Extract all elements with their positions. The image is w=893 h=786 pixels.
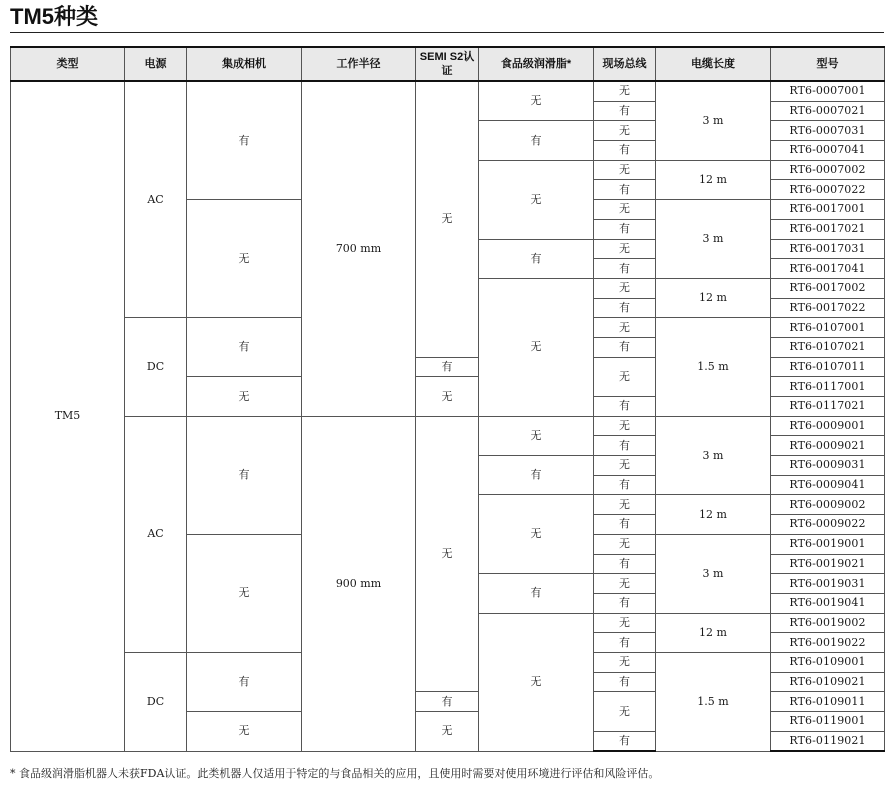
semi-cell: 有 bbox=[416, 357, 479, 377]
cable-cell: 12 m bbox=[656, 613, 771, 652]
fieldbus-cell: 有 bbox=[594, 219, 656, 239]
fieldbus-cell: 无 bbox=[594, 613, 656, 633]
reach-cell: 900 mm bbox=[302, 416, 416, 751]
header-type: 类型 bbox=[11, 47, 125, 81]
model-cell: RT6-0109001 bbox=[771, 652, 885, 672]
grease-cell: 有 bbox=[479, 456, 594, 495]
model-cell: RT6-0009022 bbox=[771, 515, 885, 535]
model-cell: RT6-0009002 bbox=[771, 495, 885, 515]
fieldbus-cell: 无 bbox=[594, 534, 656, 554]
fieldbus-cell: 无 bbox=[594, 495, 656, 515]
model-cell: RT6-0009021 bbox=[771, 436, 885, 456]
power-cell: DC bbox=[125, 652, 187, 751]
semi-cell: 无 bbox=[416, 377, 479, 416]
fieldbus-cell: 有 bbox=[594, 298, 656, 318]
power-cell: AC bbox=[125, 416, 187, 652]
fieldbus-cell: 有 bbox=[594, 101, 656, 121]
model-cell: RT6-0007021 bbox=[771, 101, 885, 121]
model-cell: RT6-0007022 bbox=[771, 180, 885, 200]
header-model: 型号 bbox=[771, 47, 885, 81]
model-cell: RT6-0007002 bbox=[771, 160, 885, 180]
cable-cell: 12 m bbox=[656, 495, 771, 534]
fieldbus-cell: 有 bbox=[594, 180, 656, 200]
fieldbus-cell: 有 bbox=[594, 515, 656, 535]
table-header-row bbox=[11, 47, 885, 81]
grease-cell: 无 bbox=[479, 81, 594, 121]
model-cell: RT6-0017041 bbox=[771, 259, 885, 279]
grease-cell: 有 bbox=[479, 574, 594, 613]
model-cell: RT6-0117021 bbox=[771, 397, 885, 417]
model-cell: RT6-0009001 bbox=[771, 416, 885, 436]
power-cell: DC bbox=[125, 318, 187, 416]
semi-cell: 有 bbox=[416, 692, 479, 712]
fieldbus-cell: 有 bbox=[594, 731, 656, 751]
camera-cell: 无 bbox=[187, 200, 302, 318]
camera-cell: 无 bbox=[187, 534, 302, 652]
fieldbus-cell: 无 bbox=[594, 692, 656, 731]
fieldbus-cell: 有 bbox=[594, 633, 656, 653]
fieldbus-cell: 有 bbox=[594, 436, 656, 456]
fieldbus-cell: 有 bbox=[594, 141, 656, 161]
grease-cell: 有 bbox=[479, 121, 594, 160]
fieldbus-cell: 无 bbox=[594, 357, 656, 396]
model-cell: RT6-0007001 bbox=[771, 81, 885, 101]
fieldbus-cell: 有 bbox=[594, 337, 656, 357]
model-cell: RT6-0007041 bbox=[771, 141, 885, 161]
camera-cell: 有 bbox=[187, 416, 302, 534]
camera-cell: 无 bbox=[187, 712, 302, 752]
fieldbus-cell: 无 bbox=[594, 652, 656, 672]
model-cell: RT6-0107021 bbox=[771, 337, 885, 357]
fieldbus-cell: 有 bbox=[594, 397, 656, 417]
fieldbus-cell: 无 bbox=[594, 416, 656, 436]
page-title: TM5种类 bbox=[10, 4, 99, 29]
model-cell: RT6-0107001 bbox=[771, 318, 885, 338]
model-cell: RT6-0017001 bbox=[771, 200, 885, 220]
fieldbus-cell: 有 bbox=[594, 259, 656, 279]
cable-cell: 1.5 m bbox=[656, 318, 771, 416]
model-cell: RT6-0017031 bbox=[771, 239, 885, 259]
model-cell: RT6-0017022 bbox=[771, 298, 885, 318]
model-cell: RT6-0007031 bbox=[771, 121, 885, 141]
cable-cell: 3 m bbox=[656, 416, 771, 495]
header-cable-length: 电缆长度 bbox=[656, 47, 771, 81]
model-cell: RT6-0019001 bbox=[771, 534, 885, 554]
fieldbus-cell: 无 bbox=[594, 318, 656, 338]
header-food-grease: 食品级润滑脂* bbox=[479, 47, 594, 81]
header-power: 电源 bbox=[125, 47, 187, 81]
cable-cell: 1.5 m bbox=[656, 652, 771, 751]
camera-cell: 有 bbox=[187, 318, 302, 377]
model-cell: RT6-0019031 bbox=[771, 574, 885, 594]
grease-cell: 无 bbox=[479, 495, 594, 574]
camera-cell: 有 bbox=[187, 652, 302, 711]
fieldbus-cell: 无 bbox=[594, 278, 656, 298]
model-cell: RT6-0017021 bbox=[771, 219, 885, 239]
header-fieldbus: 现场总线 bbox=[594, 47, 656, 81]
semi-cell: 无 bbox=[416, 81, 479, 357]
model-cell: RT6-0119001 bbox=[771, 712, 885, 732]
fieldbus-cell: 有 bbox=[594, 593, 656, 613]
fieldbus-cell: 无 bbox=[594, 81, 656, 101]
fieldbus-cell: 无 bbox=[594, 121, 656, 141]
model-cell: RT6-0019041 bbox=[771, 593, 885, 613]
model-cell: RT6-0009041 bbox=[771, 475, 885, 495]
fieldbus-cell: 无 bbox=[594, 160, 656, 180]
fieldbus-cell: 无 bbox=[594, 456, 656, 476]
footnote: * 食品级润滑脂机器人未获FDA认证。此类机器人仅适用于特定的与食品相关的应用，且使用时需要对使用环境进行评估和风险评估。 bbox=[10, 767, 660, 780]
model-cell: RT6-0107011 bbox=[771, 357, 885, 377]
fieldbus-cell: 有 bbox=[594, 554, 656, 574]
header-semi-s2: SEMI S2认证 bbox=[416, 47, 479, 81]
cable-cell: 12 m bbox=[656, 160, 771, 199]
model-cell: RT6-0009031 bbox=[771, 456, 885, 476]
fieldbus-cell: 无 bbox=[594, 239, 656, 259]
cable-cell: 3 m bbox=[656, 81, 771, 160]
cable-cell: 12 m bbox=[656, 278, 771, 317]
fieldbus-cell: 有 bbox=[594, 475, 656, 495]
camera-cell: 有 bbox=[187, 81, 302, 200]
grease-cell: 无 bbox=[479, 278, 594, 416]
camera-cell: 无 bbox=[187, 377, 302, 416]
grease-cell: 无 bbox=[479, 160, 594, 239]
table-row bbox=[11, 81, 885, 101]
grease-cell: 无 bbox=[479, 613, 594, 751]
fieldbus-cell: 无 bbox=[594, 574, 656, 594]
header-camera: 集成相机 bbox=[187, 47, 302, 81]
title-divider bbox=[10, 32, 884, 33]
grease-cell: 无 bbox=[479, 416, 594, 455]
model-cell: RT6-0017002 bbox=[771, 278, 885, 298]
table-row bbox=[11, 416, 885, 436]
tm5-variants-table bbox=[10, 46, 885, 752]
model-cell: RT6-0019002 bbox=[771, 613, 885, 633]
type-cell: TM5 bbox=[11, 81, 125, 751]
power-cell: AC bbox=[125, 81, 187, 318]
cable-cell: 3 m bbox=[656, 200, 771, 279]
grease-cell: 有 bbox=[479, 239, 594, 278]
fieldbus-cell: 无 bbox=[594, 200, 656, 220]
model-cell: RT6-0109021 bbox=[771, 672, 885, 692]
header-reach: 工作半径 bbox=[302, 47, 416, 81]
semi-cell: 无 bbox=[416, 712, 479, 752]
model-cell: RT6-0109011 bbox=[771, 692, 885, 712]
model-cell: RT6-0019021 bbox=[771, 554, 885, 574]
reach-cell: 700 mm bbox=[302, 81, 416, 416]
model-cell: RT6-0117001 bbox=[771, 377, 885, 397]
cable-cell: 3 m bbox=[656, 534, 771, 613]
model-cell: RT6-0119021 bbox=[771, 731, 885, 751]
fieldbus-cell: 有 bbox=[594, 672, 656, 692]
semi-cell: 无 bbox=[416, 416, 479, 692]
model-cell: RT6-0019022 bbox=[771, 633, 885, 653]
